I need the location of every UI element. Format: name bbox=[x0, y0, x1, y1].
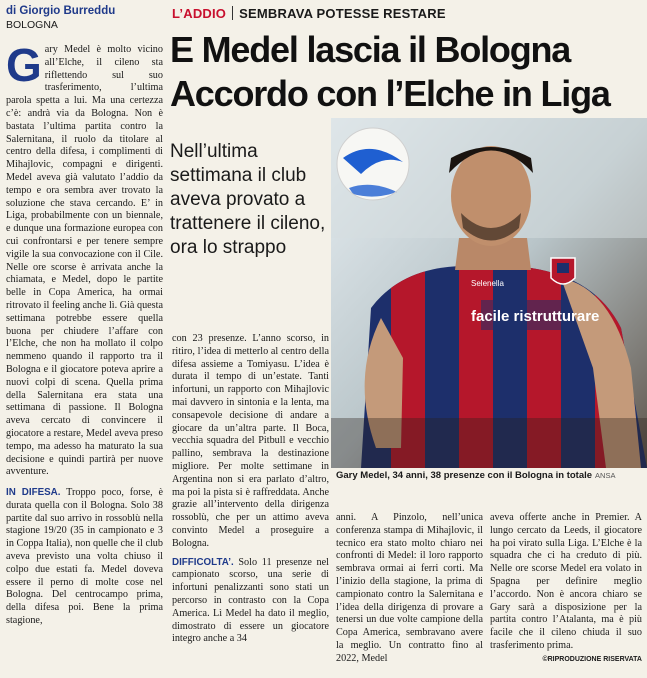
paragraph-3: con 23 presenze. L’anno scorso, in ritiro, l’idea di metterlo al centro della difesa assieme a Tomiyasu. L’idea è durata il tempo di un’estate. Tanti infortuni, un rapporto con Mihajlovic mai davvero in sintonia e la lenta, ma consapevole decisione di andare a giocare da un’altra parte. Il Boca, vecchia squadra del Pitbull e vecchio pallino, sembrava la destinazione migliore. Per molte settimane in Argentina non si era parlato d’altro, ma poi la pista si è raffreddata. Anche grazie all’intervento della dirigenza rossoblù, che per un attimo aveva convinto Medel a proseguire a Bologna. bbox=[172, 333, 329, 549]
subhead-difficolta: DIFFICOLTA’. bbox=[172, 556, 234, 568]
copyright-notice: ©RIPRODUZIONE RISERVATA bbox=[542, 655, 642, 663]
paragraph-5: anni. A Pinzolo, nell’unica conferenza stampa di Mihajlovic, il tecnico era stato molto chiaro nei confronti di Medel: il loro rapporto sembrava ormai ai ferri corti. Ma l’inizio della stagione, la prima di campionato contro la Salernitana e l’idea della dirigenza di provare a tenersi un due volte campione della Copa America, sembravano avere la meglio. Un contratto fino al 2022, Medel bbox=[336, 512, 483, 664]
byline bbox=[6, 4, 115, 32]
paragraph-4 bbox=[172, 557, 329, 647]
headline-line-1: E Medel lascia il Bologna bbox=[170, 29, 571, 70]
player-photo bbox=[331, 118, 647, 468]
paragraph-2-text: Troppo poco, forse, è durata quella con il Bologna. Solo 38 partite dal suo arrivo in rossoblù nella stagione 19/20 (35 in campionato e 3 in Coppa Italia), non quelle che il club aveva previsto una volta chiuso il colpo due estati fa. Medel doveva essere il perno di molte cose nel Bologna. Del centrocampo prima, della difesa poi. Bene la prima stagione, bbox=[6, 487, 163, 627]
headline-line-2: Accordo con l’Elche in Liga bbox=[170, 73, 610, 114]
shirt-brand: Selenella bbox=[471, 279, 504, 288]
article-column-3 bbox=[336, 512, 483, 666]
shirt-sponsor: facile ristrutturare bbox=[471, 308, 600, 325]
soccer-ball-icon bbox=[337, 128, 409, 200]
photo-illustration bbox=[331, 118, 647, 468]
author-name: di Giorgio Burreddu bbox=[6, 5, 116, 17]
paragraph-4-text: Solo 11 presenze nel campionato scorso, una serie di infortuni penalizzanti sono stati un percorso in contrasto con la Copa America. Lì Medel ha dato il meglio, dimostrato di essere un giocatore integro anche a 34 bbox=[172, 556, 329, 645]
dateline-location: BOLOGNA bbox=[6, 19, 58, 31]
paragraph-2 bbox=[6, 487, 163, 628]
photo-caption bbox=[336, 470, 642, 481]
article-column-2 bbox=[172, 333, 329, 646]
kicker bbox=[172, 6, 446, 21]
headline bbox=[170, 28, 640, 116]
subhead-in-difesa: IN DIFESA. bbox=[6, 487, 61, 499]
paragraph-6: aveva offerte anche in Premier. A lungo cercato da Leeds, il giocatore ha poi virato sulla Liga. L’Elche è la squadra che ci ha creduto di più. Nelle ore scorse Medel era volato in Spagna per definire meglio l’accordo. Non è ancora chiaro se Gary sarà a disposizione per la partita contro l’Atalanta, ma è più facile che il cileno chiuda il suo trasferimento prima. bbox=[490, 512, 642, 651]
kicker-label: L’ADDIO bbox=[172, 6, 227, 21]
caption-text: Gary Medel, 34 anni, 38 presenze con il Bologna in totale bbox=[336, 470, 593, 481]
kicker-divider bbox=[232, 6, 233, 20]
photo-agency: ANSA bbox=[595, 471, 616, 480]
club-crest bbox=[551, 258, 575, 284]
article-column-1 bbox=[6, 39, 164, 628]
drop-cap: G bbox=[6, 39, 42, 91]
kicker-tag: SEMBRAVA POTESSE RESTARE bbox=[239, 6, 446, 21]
deck-subheadline: Nell’ultima settimana il club aveva provato a trattenere il cileno, ora lo strappo bbox=[170, 141, 326, 258]
article-column-4 bbox=[490, 512, 642, 667]
paragraph-1: ary Medel è molto vicino all’Elche, il cileno sta riflettendo sul suo trasferimento, l’ultima parola spetta a lui. Ma una certezza c’è: andrà via da Bologna. Non è bastata l’ultima partita contro la Salernitana, il ruolo da titolare al centro della difesa, i complimenti di Mihajlovic, compagni e dirigenti. Medel aveva già valutato l’addio da tempo e ora sembra aver trovato la soluzione che stava cercando. E’ in Liga, probabilmente con un biennale, e dunque una formazione europea con cui confrontarsi e per tenere sempre vigile la sua convocazione con il Cile. Nelle ore scorse è arrivata anche la chiamata, e Medel, dopo le partite belle in Copa America, ha ormai ritrovato il feeling anche lì. Già questa settimana potrebbe essere quella buona per chiudere l’affare con l’Elche, che non ha mollato il colpo nemmeno quando il rapporto tra il Bologna e il giocatore poteva aprire a nuovi colpi di scena. Quella prima della Salernitana era stata una settimana di passione. Il Bologna aveva cercato di convincere il giocatore a restare, Medel aveva preso tempo, ma adesso ha maturato la sua decisione e quindi partirà per nuove avventure. bbox=[6, 44, 164, 478]
